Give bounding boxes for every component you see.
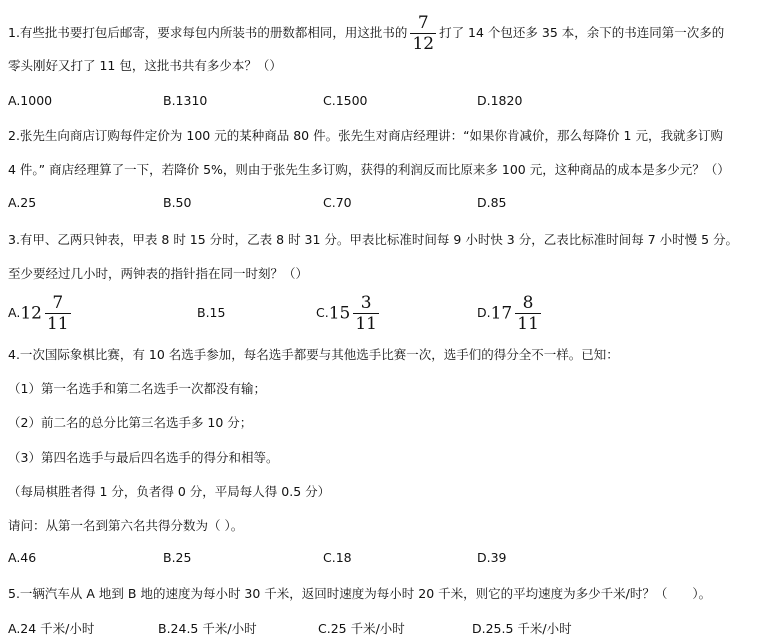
q4-scoring-note: （每局棋胜者得 1 分，负者得 0 分，平局每人得 0.5 分）: [8, 484, 331, 499]
q3-option-c: [316, 290, 382, 336]
q3-option-c-prefix: C.: [316, 305, 329, 320]
q2-option-b: B.50: [163, 195, 192, 210]
q4-option-a: A.46: [8, 550, 37, 565]
q1-line1: [8, 10, 724, 56]
q3-option-d-num: 8: [522, 293, 534, 313]
q1-fraction: [410, 13, 436, 54]
q3-line2: 至少要经过几小时，两钟表的指针指在同一时刻？（）: [8, 266, 309, 281]
q1-option-b: B.1310: [163, 93, 208, 108]
q3-option-d-whole: 17: [490, 303, 513, 324]
q3-option-c-whole: 15: [328, 303, 351, 324]
q3-option-a-num: 7: [52, 293, 64, 313]
q4-option-c: C.18: [323, 550, 352, 565]
q3-option-d-fraction: [515, 293, 541, 334]
q1-option-d: D.1820: [477, 93, 523, 108]
q1-text-b: 打了 14 个包还多 35 本，余下的书连同第一次多的: [439, 25, 725, 40]
q4-option-b: B.25: [163, 550, 192, 565]
q1-option-c: C.1500: [323, 93, 368, 108]
q3-option-b: B.15: [197, 305, 226, 320]
q1-option-a: A.1000: [8, 93, 53, 108]
q1-text-a: 1.有些批书要打包后邮寄，要求每包内所装书的册数都相同，用这批书的: [8, 25, 408, 40]
q2-line1: 2.张先生向商店订购每件定价为 100 元的某种商品 80 件。张先生对商店经理讲：“如果你肯减价，那么每降价 1 元，我就多订购: [8, 128, 723, 143]
q3-option-c-den: 11: [355, 314, 377, 334]
q2-option-c: C.70: [323, 195, 352, 210]
q5-option-b: B.24.5 千米/小时: [158, 621, 257, 636]
q3-option-d-den: 11: [517, 314, 539, 334]
q3-option-a-fraction: [45, 293, 71, 334]
q4-condition-1: （1）第一名选手和第二名选手一次都没有输；: [8, 381, 266, 396]
q3-option-a-whole: 12: [20, 303, 42, 324]
q2-option-d: D.85: [477, 195, 507, 210]
q3-option-d: [477, 290, 544, 336]
q4-condition-2: （2）前二名的总分比第三名选手多 10 分；: [8, 415, 253, 430]
q5-option-c: C.25 千米/小时: [318, 621, 405, 636]
q5-line1: 5.一辆汽车从 A 地到 B 地的速度为每小时 30 千米，返回时速度为每小时 20 千米，则它的平均速度为多少千米/时？（ ）。: [8, 586, 712, 601]
q3-option-c-num: 3: [360, 293, 372, 313]
q4-option-d: D.39: [477, 550, 507, 565]
q1-line2: 零头刚好又打了 11 包，这批书共有多少本？（）: [8, 58, 282, 73]
q3-option-d-prefix: D.: [477, 305, 491, 320]
q3-option-c-fraction: [353, 293, 379, 334]
q3-option-a-prefix: A.: [8, 305, 21, 320]
q3-option-a: [8, 290, 74, 336]
q2-option-a: A.25: [8, 195, 37, 210]
q3-option-a-den: 11: [46, 314, 69, 334]
q3-line1: 3.有甲、乙两只钟表，甲表 8 时 15 分时，乙表 8 时 31 分。甲表比标准时间每 9 小时快 3 分，乙表比标准时间每 7 小时慢 5 分。: [8, 232, 739, 247]
q4-condition-3: （3）第四名选手与最后四名选手的得分和相等。: [8, 450, 279, 465]
q1-frac-den: 12: [412, 34, 435, 54]
q4-question: 请问：从第一名到第六名共得分数为（ ）。: [8, 518, 244, 533]
q1-frac-num: 7: [417, 13, 429, 33]
q4-line1: 4.一次国际象棋比赛，有 10 名选手参加，每名选手都要与其他选手比赛一次，选手们的得分全不一样。已知：: [8, 347, 619, 362]
q5-option-d: D.25.5 千米/小时: [472, 621, 572, 636]
q2-line2: 4 件。” 商店经理算了一下，若降价 5%，则由于张先生多订购，获得的利润反而比原来多 100 元，这种商品的成本是多少元？（）: [8, 162, 730, 177]
q5-option-a: A.24 千米/小时: [8, 621, 95, 636]
